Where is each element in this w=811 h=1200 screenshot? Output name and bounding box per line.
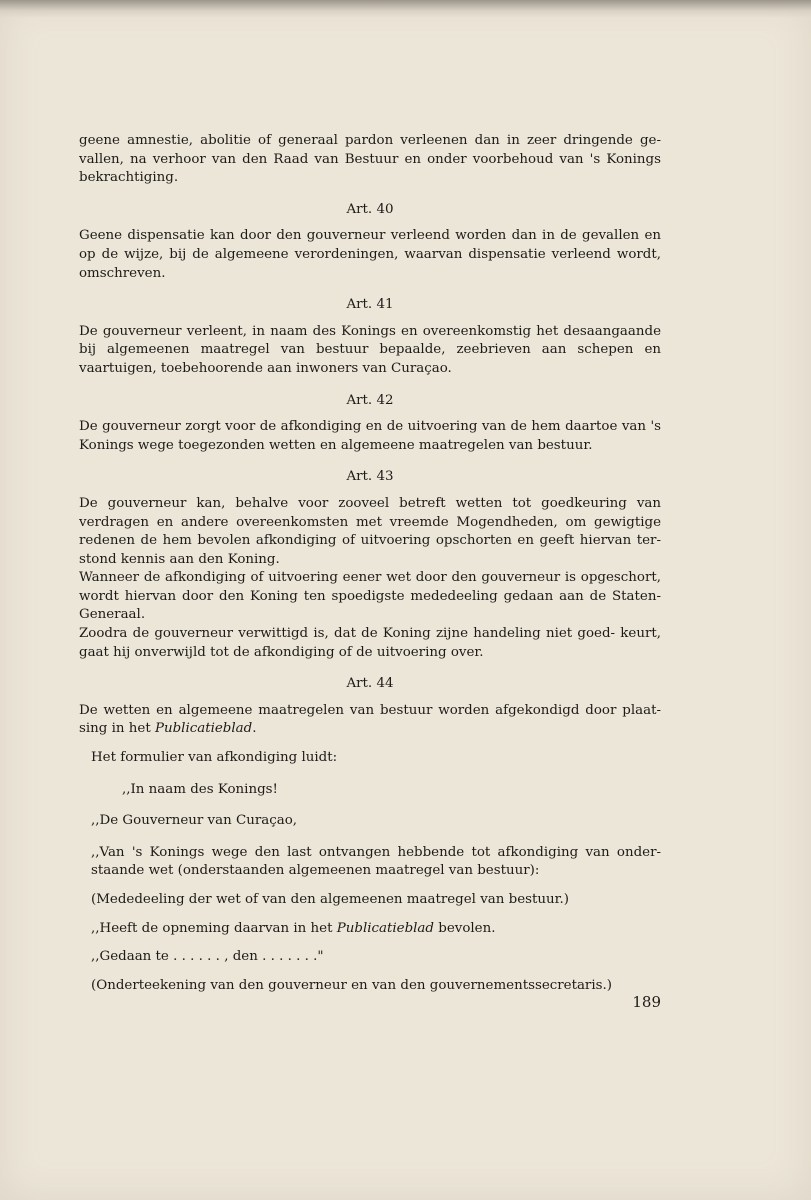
formula-line-5-text: ,,Heeft de opneming daarvan in het <box>91 920 337 936</box>
formula-line-1: ,,In naam des Konings! <box>122 781 278 797</box>
formula-line-3: ,,Van 's Konings wege den last ontvangen hebbende tot afkondiging van onder- staande wet (onderstaanden algemeenen maatregel van bestuur): <box>91 844 661 879</box>
article-heading-40: Art. 40 <box>346 201 394 217</box>
page-number: 189 <box>632 993 661 1011</box>
body-text <box>79 132 661 995</box>
article-44-p1-text: De wetten en algemeene maatregelen van bestuur worden afgekondigd door plaat- sing in het <box>79 702 661 737</box>
article-heading-44: Art. 44 <box>346 676 394 692</box>
formula-line-6: ,,Gedaan te . . . . . . , den . . . . . . ." <box>91 949 324 965</box>
article-42-paragraph: De gouverneur zorgt voor de afkondiging en de uitvoering van de hem daartoe van 's Konings wege toegezonden wetten en algemeene maatregelen van bestuur. <box>79 419 661 453</box>
article-44-p1-end: . <box>252 721 257 737</box>
formula-publicatieblad-italic: Publicatieblad <box>336 920 434 936</box>
article-40-paragraph: Geene dispensatie kan door den gouverneur verleend worden dan in de gevallen en op de wijze, bij de algemeene verordeningen, waarvan dispensatie verleend wordt, omschreven. <box>79 228 661 281</box>
page-top-edge <box>0 0 811 18</box>
formula-line-7: (Onderteekening van den gouverneur en van den gouvernementssecretaris.) <box>91 977 612 993</box>
article-43-paragraph-1: De gouverneur kan, behalve voor zooveel betreft wetten tot goedkeuring van verdragen en andere overeenkomsten met vreemde Mogendheden, om gewigtige redenen de hem bevolen afkondiging of uitvoering opschorten en geeft hiervan ter- stond kennis aan den Koning. <box>79 495 661 567</box>
formula-line-2: ,,De Gouverneur van Curaçao, <box>91 813 298 829</box>
article-43-paragraph-3: Zoodra de gouverneur verwittigd is, dat de Koning zijne handeling niet goed- keurt, gaat hij onverwijld tot de afkondiging of de uitvoering over. <box>79 626 661 660</box>
intro-paragraph: geene amnestie, abolitie of generaal pardon verleenen dan in zeer dringende ge- vallen, na verhoor van den Raad van Bestuur en onder voorbehoud van 's Konings bekrachtiging. <box>79 133 661 186</box>
formula-intro: Het formulier van afkondiging luidt: <box>91 750 338 766</box>
article-44-paragraph-1 <box>79 702 661 739</box>
formula-line-5 <box>79 920 661 939</box>
formula-line-4: (Mededeeling der wet of van den algemeenen maatregel van bestuur.) <box>91 892 570 907</box>
article-heading-41: Art. 41 <box>346 297 394 313</box>
article-heading-42: Art. 42 <box>346 392 394 408</box>
formula-line-5-end: bevolen. <box>434 920 496 936</box>
article-41-paragraph: De gouverneur verleent, in naam des Konings en overeenkomstig het desaangaande bij algemeenen maatregel van bestuur bepaalde, zeebrieven aan schepen en vaartuigen, toebehoorende aan inwoners van Curaçao. <box>79 323 661 376</box>
article-heading-43: Art. 43 <box>346 469 394 485</box>
publicatieblad-italic: Publicatieblad <box>154 721 253 737</box>
article-43-paragraph-2: Wanneer de afkondiging of uitvoering eener wet door den gouverneur is opgeschort, wordt hiervan door den Koning ten spoedigste mededeeling gedaan aan de Staten- Generaal. <box>79 570 661 623</box>
